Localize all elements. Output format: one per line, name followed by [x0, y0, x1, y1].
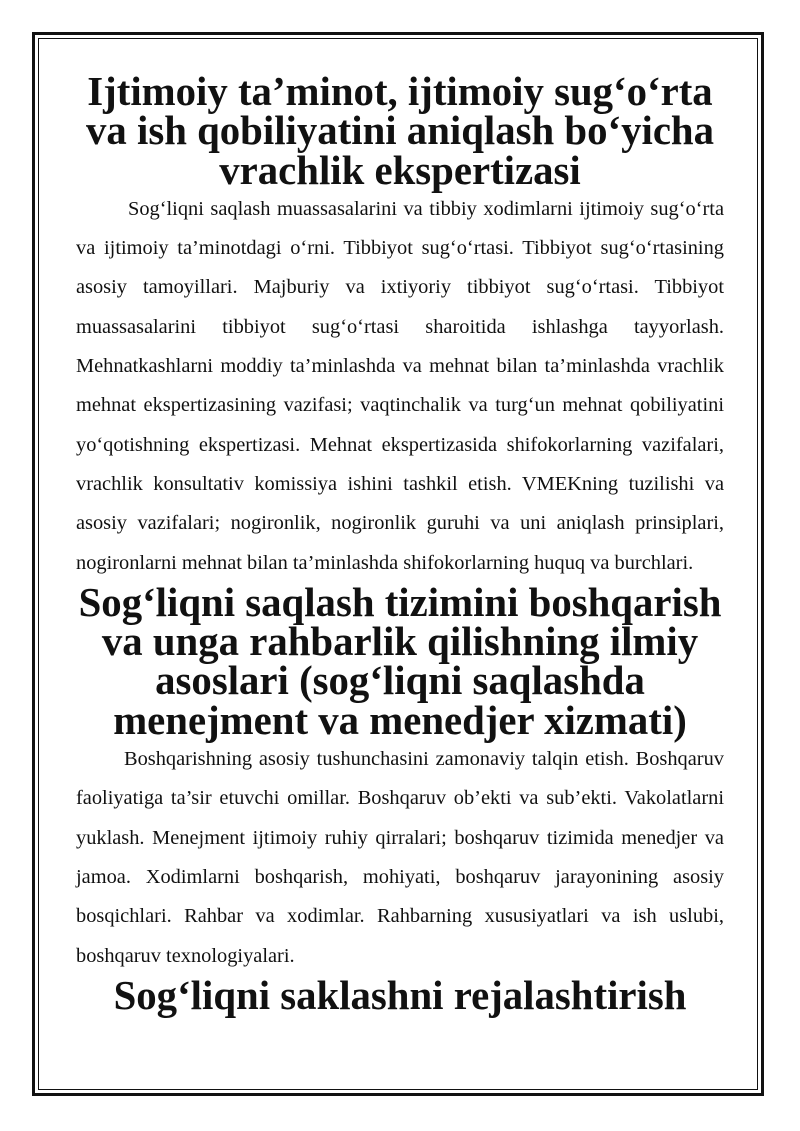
document-content [76, 69, 724, 1018]
section-body-management: Boshqarishning asosiy tushunchasini zamonaviy talqin etish. Boshqaruv faoliyatiga ta’sir etuvchi omillar. Boshqaruv ob’ekti va sub’ekti. Vakolatlarni yuklash. Menejment ijtimoiy ruhiy qirralari; boshqaruv tizimida menedjer va jamoa. Xodimlarni boshqarish, mohiyati, boshqaruv jarayonining asosiy bosqichlari. Rahbar va xodimlar. Rahbarning xususiyatlari va ish uslubi, boshqaruv texnologiyalari. [76, 748, 724, 967]
section-body-social-insurance: Sog‘liqni saqlash muassasalarini va tibbiy xodimlarni ijtimoiy sug‘o‘rta va ijtimoiy ta’minotdagi o‘rni. Tibbiyot sug‘o‘rtasi. Tibbiyot sug‘o‘rtasining asosiy tamoyillari. Majburiy va ixtiyoriy tibbiyot sug‘o‘rtasi. Tibbiyot muassasalarini tibbiyot sug‘o‘rtasi sharoitida ishlashga tayyorlash. Mehnatkashlarni moddiy ta’minlashda va mehnat bilan ta’minlashda vrachlik mehnat ekspertizasining vazifasi; vaqtinchalik va turg‘un mehnat qobiliyatini yo‘qotishning ekspertizasi. Mehnat ekspertizasida shifokorlarning vazifalari, vrachlik konsultativ komissiya ishini tashkil etish. VMEKning tuzilishi va asosiy vazifalari; nogironlik, nogironlik guruhi va uni aniqlash prinsiplari, nogironlarni mehnat bilan ta’minlashda shifokorlarning huquq va burchlari. [76, 197, 724, 574]
section-heading-social-insurance: Ijtimoiy ta’minot, ijtimoiy sug‘o‘rta va ish qobiliyatini aniqlash bo‘yicha vrachlik ekspertizasi [85, 69, 715, 193]
section-heading-planning: Sog‘liqni saklashni rejalashtirish [113, 972, 687, 1018]
section-heading-management: Sog‘liqni saqlash tizimini boshqarish va unga rahbarlik qilishning ilmiy asoslari (sog‘liqni saqlashda menejment va menedjer xizmati) [78, 579, 722, 743]
